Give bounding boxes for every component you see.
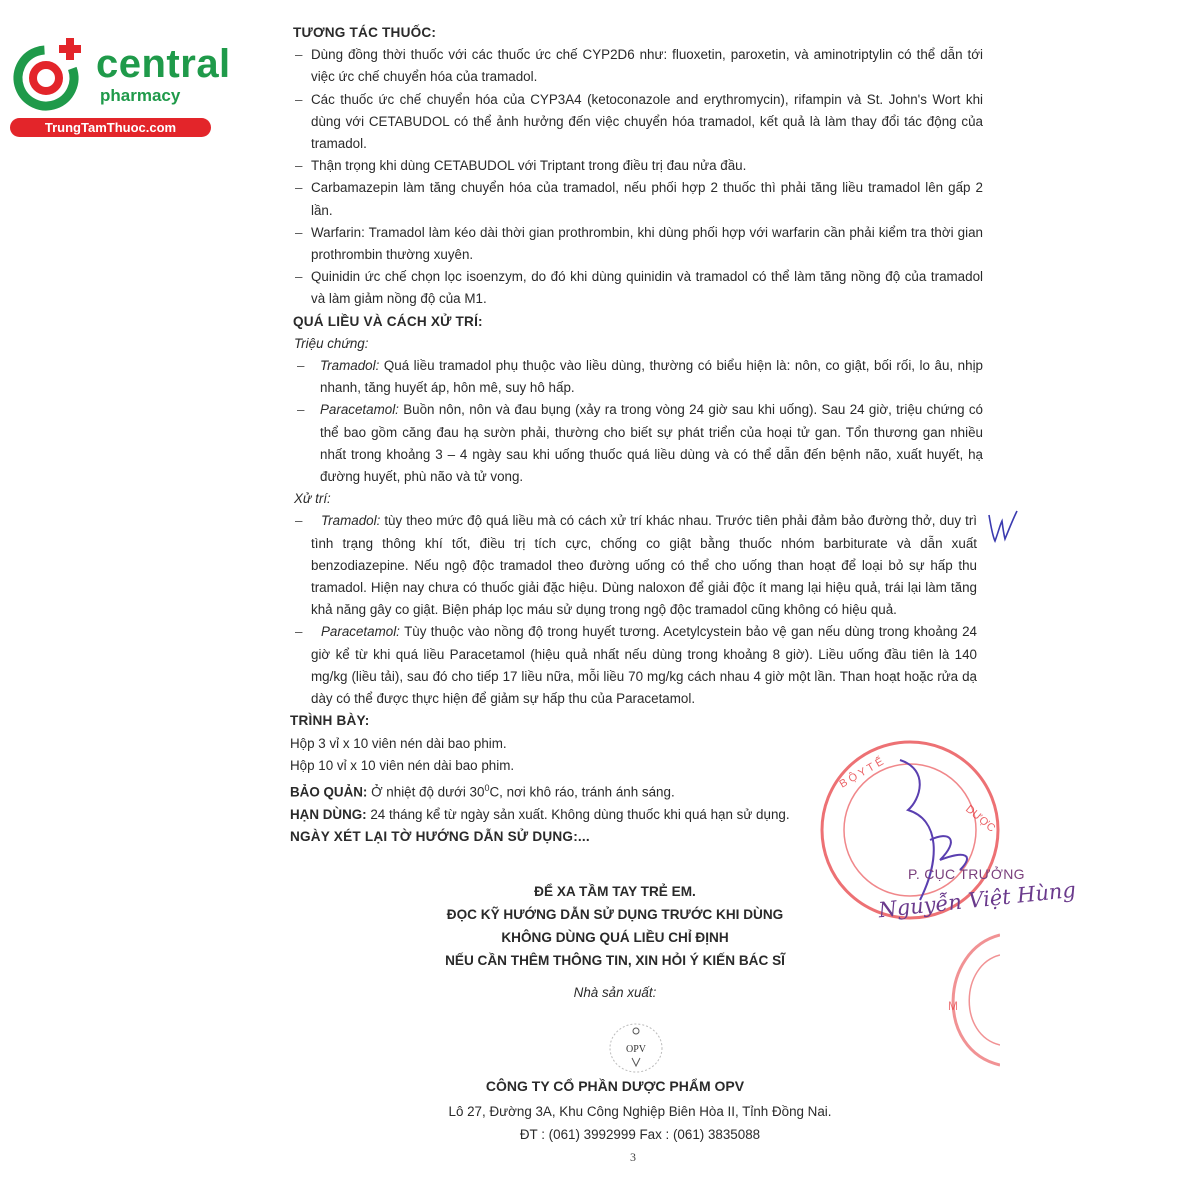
- treatment-item: [293, 510, 983, 621]
- logo-name: central: [96, 42, 231, 86]
- manufacturer-label: Nhà sản xuất:: [573, 985, 657, 1000]
- symptom-text: Buồn nôn, nôn và đau bụng (xảy ra trong vòng 24 giờ sau khi uống). Sau 24 giờ, triệu chứng có thể bao gồm căng đau hạ sườn phải, thường cho biết sự phát triển của hoại tử gan. Tổn thương gan nhiều nhất trong khoảng 3 – 4 ngày sau khi uống thuốc quá liều dùng và có thể dẫn đến bệnh não, xuất huyết, hạ đường huyết, phù não và tử vong.: [320, 402, 983, 485]
- interaction-item: – Thận trọng khi dùng CETABUDOL với Triptant trong điều trị đau nửa đầu.: [293, 155, 983, 177]
- warning-line: ĐỂ XA TẦM TAY TRẺ EM.: [534, 884, 696, 899]
- partial-stamp-icon: [930, 930, 1000, 1070]
- symptom-item: [293, 399, 983, 488]
- pharmacy-cross-icon: [10, 36, 90, 116]
- presentation-line: Hộp 3 vỉ x 10 viên nén dài bao phim.: [290, 735, 507, 751]
- leaflet-body: [290, 22, 983, 848]
- svg-text:DƯỢC: DƯỢC: [963, 803, 998, 835]
- handwritten-mark-icon: [985, 505, 1021, 545]
- section-presentation-heading: TRÌNH BÀY:: [290, 713, 370, 729]
- logo-subtitle: pharmacy: [100, 86, 181, 105]
- storage-text-end: C, nơi khô ráo, tránh ánh sáng.: [489, 784, 675, 800]
- interaction-item: – Các thuốc ức chế chuyển hóa của CYP3A4 (ketoconazole and erythromycin), rifampin và St. John's Wort khi dùng với CETABUDOL có thể ảnh hưởng đến việc chuyển hóa tramadol, kết quả là làm thay đổi tác động của tramadol.: [293, 89, 983, 156]
- storage-label: BẢO QUẢN:: [290, 784, 368, 800]
- storage-text: Ở nhiệt độ dưới 30: [367, 784, 485, 800]
- page-number: 3: [630, 1150, 636, 1164]
- section-overdose-heading: QUÁ LIỀU VÀ CÁCH XỬ TRÍ:: [293, 313, 483, 329]
- warning-line: ĐỌC KỸ HƯỚNG DẪN SỬ DỤNG TRƯỚC KHI DÙNG: [446, 907, 784, 922]
- symptom-item: [293, 355, 983, 399]
- interaction-item: – Warfarin: Tramadol làm kéo dài thời gian prothrombin, khi dùng phối hợp với warfarin cần phải kiểm tra thời gian prothrombin thường xuyên.: [293, 222, 983, 266]
- warning-line: NẾU CẦN THÊM THÔNG TIN, XIN HỎI Ý KIẾN BÁC SĨ: [445, 953, 785, 968]
- warning-block: [400, 880, 830, 972]
- drug-name: Paracetamol:: [321, 624, 400, 640]
- treatment-text: Tùy thuộc vào nồng độ trong huyết tương. Acetylcystein bảo vệ gan nếu dùng trong khoảng 24 giờ kể từ khi quá liều Paracetamol (hiệu quả nhất nếu dùng trong khoảng 8 giờ). Liều uống đầu tiên là 140 mg/kg (liều tải), sau đó cho tiếp 17 liều nữa, mỗi liều 70 mg/kg cách nhau 4 giờ một lần. Than hoạt hoặc rửa dạ dày có thể được thực hiện để giảm sự hấp thu của Paracetamol.: [311, 624, 977, 707]
- company-contact: [420, 1100, 860, 1146]
- degree-sup: 0: [484, 782, 490, 793]
- drug-name: Paracetamol:: [320, 402, 399, 418]
- signature-title: P. CỤC TRƯỞNG: [908, 866, 1025, 882]
- interaction-item: – Carbamazepin làm tăng chuyển hóa của tramadol, nếu phối hợp 2 thuốc thì phải tăng liều tramadol lên gấp 2 lần.: [293, 177, 983, 221]
- opv-seal-icon: [606, 1022, 666, 1074]
- seal-text: OPV: [625, 1044, 647, 1055]
- treatment-label: Xử trí:: [294, 491, 331, 507]
- signature-name: Nguyễn Việt Hùng: [877, 877, 1077, 923]
- treatment-text: tùy theo mức độ quá liều mà có cách xử trí khác nhau. Trước tiên phải đảm bảo đường thở, duy trì tình trạng thông khí tốt, điều trị tích cực, chống co giật bằng thuốc nhóm barbiturate và dẫn xuất benzodiazepine. Nếu ngộ độc tramadol theo đường uống có thể cho uống than hoạt để loại bỏ sự hấp thu tramadol. Hiện nay chưa có thuốc giải đặc hiệu. Dùng naloxon để giải độc ít mang lại hiệu quả, trái lại làm tăng khả năng gây co giật. Biện pháp lọc máu sử dụng trong ngộ độc tramadol cũng không có hiệu quả.: [311, 513, 977, 618]
- interaction-item: – Quinidin ức chế chọn lọc isoenzym, do đó khi dùng quinidin và tramadol có thể làm tăng nồng độ của tramadol và làm giảm nồng độ của M1.: [293, 266, 983, 310]
- treatment-item: [293, 621, 983, 710]
- svg-text:B Ộ Y T Ế: B Ộ Y T Ế: [837, 755, 886, 791]
- central-pharmacy-logo: [10, 36, 231, 140]
- drug-name: Tramadol:: [321, 513, 381, 529]
- expiry-text: 24 tháng kể từ ngày sản xuất. Không dùng thuốc khi quá hạn sử dụng.: [366, 806, 790, 822]
- presentation-line: Hộp 10 vỉ x 10 viên nén dài bao phim.: [290, 757, 515, 773]
- company-phone-fax: ĐT : (061) 3992999 Fax : (061) 3835088: [519, 1127, 761, 1142]
- interaction-item: – Dùng đồng thời thuốc với các thuốc ức chế CYP2D6 như: fluoxetin, paroxetin, và aminotriptylin có thể dẫn tới việc ức chế chuyển hóa của tramadol.: [293, 44, 983, 88]
- expiry-label: HẠN DÙNG:: [290, 806, 367, 822]
- symptoms-label: Triệu chứng:: [294, 335, 369, 351]
- drug-name: Tramadol:: [320, 358, 380, 374]
- company-name: CÔNG TY CỔ PHẦN DƯỢC PHẨM OPV: [485, 1078, 745, 1094]
- svg-text:M: M: [948, 999, 958, 1013]
- logo-url-badge[interactable]: TrungTamThuoc.com: [10, 118, 211, 137]
- warning-line: KHÔNG DÙNG QUÁ LIỀU CHỈ ĐỊNH: [501, 930, 729, 945]
- symptom-text: Quá liều tramadol phụ thuộc vào liều dùng, thường có biểu hiện là: nôn, co giật, bối rối, lo âu, nhịp nhanh, tăng huyết áp, hôn mê, suy hô hấp.: [320, 358, 983, 396]
- section-interactions-heading: TƯƠNG TÁC THUỐC:: [293, 25, 437, 40]
- review-date-label: NGÀY XÉT LẠI TỜ HƯỚNG DẪN SỬ DỤNG:...: [290, 828, 590, 844]
- company-address: Lô 27, Đường 3A, Khu Công Nghiệp Biên Hòa II, Tỉnh Đồng Nai.: [448, 1104, 832, 1119]
